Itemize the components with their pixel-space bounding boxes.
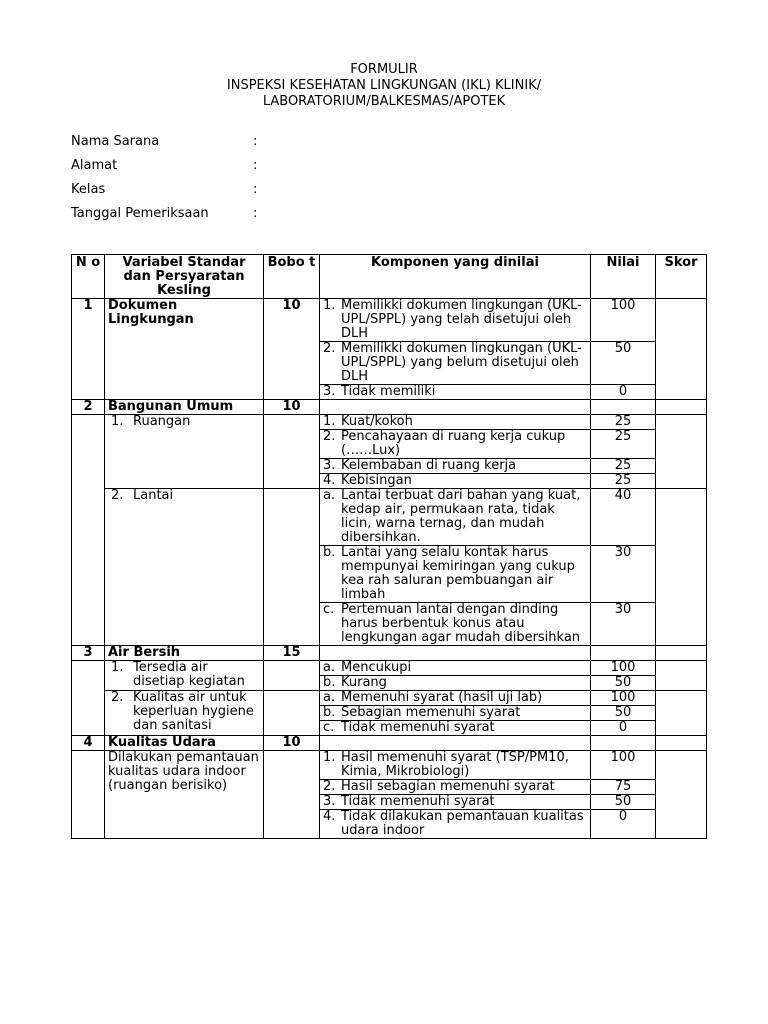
sub-variable	[105, 691, 264, 736]
sub-text: Ruangan	[133, 414, 191, 429]
component-cell	[320, 721, 591, 736]
sub-variable-desc: Dilakukan pemantauan kualitas udara indoor (ruangan berisiko)	[105, 751, 264, 839]
component-cell	[320, 676, 591, 691]
nilai-cell: 100	[591, 299, 656, 342]
component-cell	[320, 736, 591, 751]
sub-text: Kualitas air untuk keperluan hygiene dan sanitasi	[133, 690, 254, 733]
table-row	[72, 299, 707, 342]
component-text: Lantai terbuat dari bahan yang kuat, kedap air, permukaan rata, tidak licin, warna ternag, dan mudah dibersihkan.	[341, 488, 581, 545]
component-text: Hasil sebagian memenuhi syarat	[341, 779, 555, 794]
component-marker: 1.	[323, 414, 336, 429]
skor-cell[interactable]	[656, 751, 707, 839]
component-text: Memilikki dokumen lingkungan (UKL-UPL/SPPL) yang telah disetujui oleh DLH	[341, 298, 582, 341]
nilai-cell: 25	[591, 415, 656, 430]
table-row	[72, 489, 707, 546]
skor-cell[interactable]	[656, 400, 707, 415]
nilai-cell	[591, 646, 656, 661]
nilai-cell: 50	[591, 676, 656, 691]
component-cell	[320, 474, 591, 489]
component-text: Kuat/kokoh	[341, 414, 413, 429]
sub-variable	[105, 661, 264, 691]
nilai-cell: 30	[591, 546, 656, 603]
component-text: Kelembaban di ruang kerja	[341, 458, 517, 473]
section-bobot: 10	[264, 400, 320, 415]
section-number: 4	[72, 736, 105, 751]
nilai-cell: 0	[591, 810, 656, 839]
component-text: Tidak dilakukan pemantauan kualitas udara indoor	[341, 809, 584, 838]
component-cell	[320, 546, 591, 603]
sub-variable	[105, 489, 264, 646]
info-label: Alamat	[71, 158, 118, 173]
section-number: 2	[72, 400, 105, 415]
component-marker: 4.	[323, 809, 336, 824]
sub-marker: 2.	[111, 488, 124, 503]
form-title	[0, 62, 768, 110]
component-cell	[320, 810, 591, 839]
component-marker: a.	[323, 660, 336, 675]
component-text: Kurang	[341, 675, 387, 690]
nilai-cell: 100	[591, 751, 656, 780]
section-header-row	[72, 400, 707, 415]
nilai-cell: 30	[591, 603, 656, 646]
component-cell	[320, 603, 591, 646]
nilai-cell: 25	[591, 474, 656, 489]
sub-marker: 1.	[111, 414, 124, 429]
bobot-cell	[264, 489, 320, 646]
skor-cell[interactable]	[656, 415, 707, 489]
nilai-cell: 0	[591, 385, 656, 400]
bobot-cell	[264, 691, 320, 736]
section-bobot: 10	[264, 736, 320, 751]
header-variabel: Variabel Standar dan Persyaratan Kesling	[105, 255, 264, 299]
section-header-row	[72, 646, 707, 661]
header-no: N o	[72, 255, 105, 299]
nilai-cell: 50	[591, 795, 656, 810]
skor-cell[interactable]	[656, 489, 707, 646]
nilai-cell: 100	[591, 691, 656, 706]
component-marker: b.	[323, 545, 336, 560]
table-row	[72, 415, 707, 430]
table-row	[72, 661, 707, 676]
skor-cell[interactable]	[656, 736, 707, 751]
nilai-cell: 0	[591, 721, 656, 736]
info-colon: :	[253, 134, 258, 149]
section-bobot: 10	[264, 299, 320, 400]
title-line-3: LABORATORIUM/BALKESMAS/APOTEK	[262, 94, 506, 109]
component-cell	[320, 706, 591, 721]
nilai-cell: 25	[591, 430, 656, 459]
component-cell	[320, 299, 591, 342]
nilai-cell: 100	[591, 661, 656, 676]
component-text: Memenuhi syarat (hasil uji lab)	[341, 690, 543, 705]
info-label: Nama Sarana	[71, 134, 160, 149]
info-colon: :	[253, 158, 258, 173]
component-cell	[320, 415, 591, 430]
component-cell	[320, 691, 591, 706]
component-marker: c.	[323, 602, 335, 617]
section-name: Kualitas Udara	[105, 736, 264, 751]
skor-cell[interactable]	[656, 299, 707, 400]
component-text: Lantai yang selalu kontak harus mempunyai kemiringan yang cukup kea rah saluran pembuangan air limbah	[341, 545, 575, 602]
info-colon: :	[253, 206, 258, 221]
nilai-cell	[591, 400, 656, 415]
component-marker: a.	[323, 488, 336, 503]
component-marker: 2.	[323, 779, 336, 794]
component-marker: 2.	[323, 341, 336, 356]
sub-text: Lantai	[133, 488, 174, 503]
component-text: Tidak memenuhi syarat	[341, 794, 495, 809]
section-number-cell	[72, 415, 105, 646]
component-marker: 3.	[323, 794, 336, 809]
component-marker: 1.	[323, 750, 336, 765]
component-text: Hasil memenuhi syarat (TSP/PM10, Kimia, Mikrobiologi)	[341, 750, 569, 779]
sub-variable	[105, 415, 264, 489]
component-cell	[320, 342, 591, 385]
skor-cell[interactable]	[656, 691, 707, 736]
nilai-cell: 50	[591, 342, 656, 385]
bobot-cell	[264, 661, 320, 691]
nilai-cell	[591, 736, 656, 751]
component-cell	[320, 646, 591, 661]
header-komponen: Komponen yang dinilai	[320, 255, 591, 299]
section-number-cell	[72, 751, 105, 839]
component-marker: 3.	[323, 384, 336, 399]
component-cell	[320, 400, 591, 415]
sub-marker: 1.	[111, 660, 124, 675]
component-marker: 1.	[323, 298, 336, 313]
nilai-cell: 75	[591, 780, 656, 795]
section-name: Air Bersih	[105, 646, 264, 661]
bobot-cell	[264, 415, 320, 489]
skor-cell[interactable]	[656, 661, 707, 691]
header-bobot: Bobo t	[264, 255, 320, 299]
table-header-row	[72, 255, 707, 299]
nilai-cell: 25	[591, 459, 656, 474]
component-text: Kebisingan	[341, 473, 412, 488]
title-line-2: INSPEKSI KESEHATAN LINGKUNGAN (IKL) KLINIK/	[226, 78, 542, 93]
component-text: Mencukupi	[341, 660, 412, 675]
sub-text: Tersedia air disetiap kegiatan	[133, 660, 245, 689]
component-marker: b.	[323, 705, 336, 720]
component-text: Pencahayaan di ruang kerja cukup (……Lux)	[341, 429, 566, 458]
skor-cell[interactable]	[656, 646, 707, 661]
component-cell	[320, 751, 591, 780]
section-name: Bangunan Umum	[105, 400, 264, 415]
component-cell	[320, 661, 591, 676]
component-marker: c.	[323, 720, 335, 735]
table-row	[72, 691, 707, 706]
section-number: 1	[72, 299, 105, 400]
component-cell	[320, 459, 591, 474]
component-text: Sebagian memenuhi syarat	[341, 705, 521, 720]
table-row	[72, 751, 707, 780]
nilai-cell: 50	[591, 706, 656, 721]
sub-marker: 2.	[111, 690, 124, 705]
info-colon: :	[253, 182, 258, 197]
section-header-row	[72, 736, 707, 751]
title-line-1: FORMULIR	[350, 62, 418, 77]
component-marker: 2.	[323, 429, 336, 444]
header-nilai: Nilai	[591, 255, 656, 299]
component-cell	[320, 385, 591, 400]
component-text: Tidak memenuhi syarat	[341, 720, 495, 735]
inspection-table	[71, 254, 707, 839]
bobot-cell	[264, 751, 320, 839]
component-marker: b.	[323, 675, 336, 690]
section-number-cell	[72, 661, 105, 736]
nilai-cell: 40	[591, 489, 656, 546]
component-marker: a.	[323, 690, 336, 705]
component-text: Pertemuan lantai dengan dinding harus berbentuk konus atau lengkungan agar mudah dibersihkan	[341, 602, 581, 645]
component-marker: 4.	[323, 473, 336, 488]
component-cell	[320, 795, 591, 810]
component-cell	[320, 780, 591, 795]
section-name: Dokumen Lingkungan	[105, 299, 264, 400]
component-cell	[320, 489, 591, 546]
info-label: Kelas	[71, 182, 106, 197]
component-marker: 3.	[323, 458, 336, 473]
header-skor: Skor	[656, 255, 707, 299]
section-number: 3	[72, 646, 105, 661]
component-text: Tidak memiliki	[341, 384, 436, 399]
info-label: Tanggal Pemeriksaan	[71, 206, 209, 221]
section-bobot: 15	[264, 646, 320, 661]
component-text: Memilikki dokumen lingkungan (UKL-UPL/SPPL) yang belum disetujui oleh DLH	[341, 341, 582, 384]
component-cell	[320, 430, 591, 459]
